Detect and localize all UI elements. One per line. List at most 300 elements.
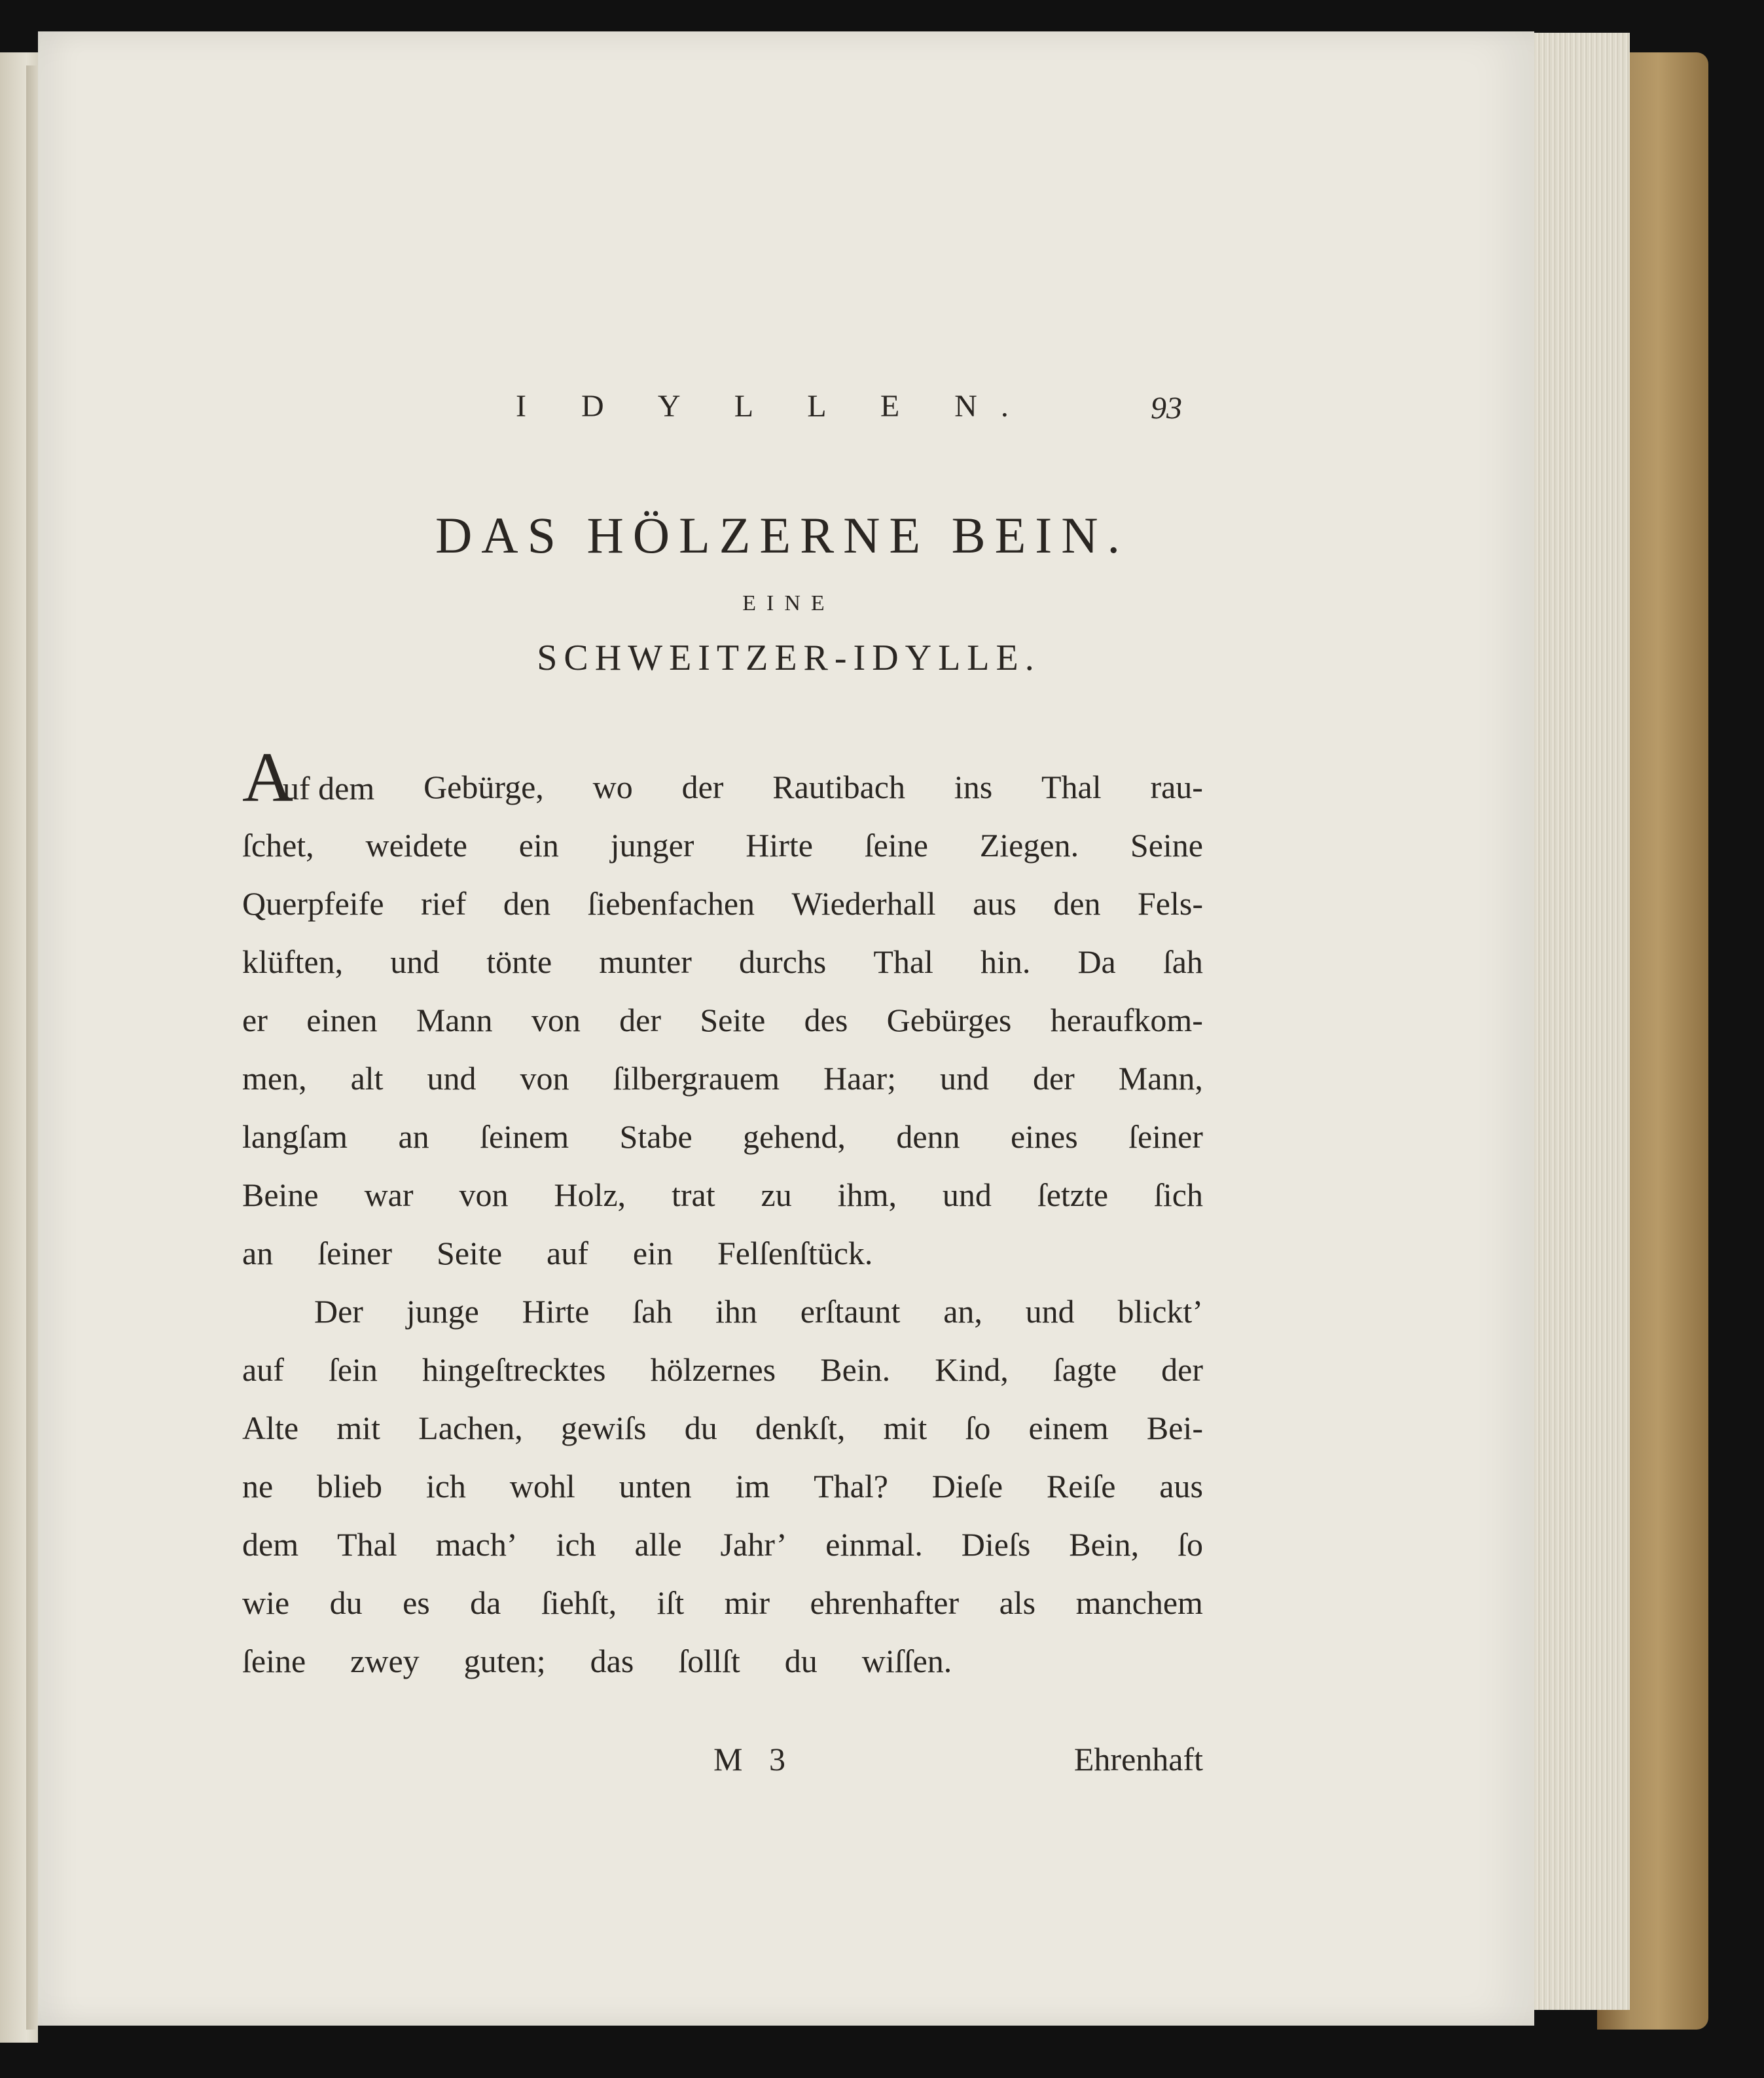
word-text: und: [942, 1176, 992, 1213]
word: [1077, 933, 1115, 991]
word: [1159, 1457, 1203, 1516]
word: [242, 1399, 298, 1457]
word: [599, 933, 692, 991]
word-text: an,: [943, 1293, 982, 1330]
text-line: [242, 991, 1203, 1049]
word-text: war: [364, 1176, 414, 1213]
word-text: ihm,: [837, 1176, 897, 1213]
word-text: von: [531, 1002, 581, 1038]
word: [317, 1224, 414, 1283]
word: [943, 1166, 992, 1224]
word-text: der: [1161, 1351, 1203, 1388]
word: [801, 1283, 901, 1341]
word: [426, 1457, 466, 1516]
text-line: [242, 875, 1203, 933]
word: [590, 1632, 657, 1690]
word-text: ſchet,: [242, 827, 314, 864]
word: [1178, 1516, 1203, 1574]
word-text: Gebürges: [886, 1002, 1012, 1038]
word-text: Jahr’: [720, 1526, 787, 1563]
word-text: Ziegen.: [979, 827, 1079, 864]
word: [403, 1574, 430, 1632]
word: [547, 1224, 611, 1283]
word-text: Gebürge,: [423, 769, 544, 805]
word-text: Rautibach: [772, 769, 905, 805]
word: [1047, 1457, 1116, 1516]
word-text: wo: [592, 769, 633, 805]
word-text: gehend,: [743, 1118, 846, 1155]
word-text: wohl: [509, 1468, 575, 1504]
word: [459, 1166, 508, 1224]
word: [838, 1166, 897, 1224]
word-text: den: [503, 885, 551, 922]
word: [242, 1341, 284, 1399]
word: [823, 1049, 896, 1108]
word-text: gewiſs: [560, 1410, 647, 1446]
word: [242, 1166, 319, 1224]
word-text: rief: [421, 885, 467, 922]
word-text: auf: [547, 1235, 588, 1271]
word-text: ſich: [1154, 1176, 1203, 1213]
word: [717, 1224, 895, 1283]
word-text: Haar;: [823, 1060, 897, 1097]
word: [755, 1399, 845, 1457]
word-text: Seite: [437, 1235, 503, 1271]
word-text: Dieſe: [931, 1468, 1003, 1504]
word-text: auf: [242, 1351, 284, 1388]
word-text: munter: [599, 943, 692, 980]
word-text: hin.: [981, 943, 1031, 980]
word-text: ſo: [965, 1410, 991, 1446]
word-text: ſo: [1178, 1526, 1203, 1563]
word: [329, 1341, 378, 1399]
word-text: und: [1025, 1293, 1075, 1330]
word-text: einmal.: [825, 1526, 923, 1563]
word-text: Stabe: [619, 1118, 693, 1155]
word-text: ſagte: [1053, 1351, 1117, 1388]
word-text: ſeine: [864, 827, 928, 864]
word-text: Da: [1077, 943, 1116, 980]
word-text: dem: [242, 1526, 299, 1563]
word: [242, 1108, 348, 1166]
text-line: [242, 1049, 1203, 1108]
word: [330, 1574, 363, 1632]
word: [561, 1399, 647, 1457]
word: [825, 1516, 923, 1574]
text-line: [242, 933, 1203, 991]
word: [510, 1457, 575, 1516]
word-text: Dieſs: [961, 1526, 1031, 1563]
word-text: Beine: [242, 1176, 319, 1213]
word: [436, 1516, 518, 1574]
word-text: ſah: [1162, 943, 1203, 980]
word-text: den: [1053, 885, 1101, 922]
word-text: als: [999, 1584, 1036, 1621]
word: [700, 991, 765, 1049]
text-line: [242, 816, 1203, 875]
word-text: wie: [242, 1584, 290, 1621]
word-text: Mann: [416, 1002, 493, 1038]
word-text: er: [242, 1002, 268, 1038]
word-text: von: [520, 1060, 569, 1097]
word: [632, 1283, 672, 1341]
text-line: [242, 1574, 1203, 1632]
word: [1026, 1283, 1075, 1341]
word-text: ſeiner: [1128, 1118, 1203, 1155]
word: [242, 1516, 298, 1574]
word-text: erſtaunt: [800, 1293, 901, 1330]
word-text: einen: [306, 1002, 378, 1038]
word-text: durchs: [738, 943, 827, 980]
word: [619, 1457, 692, 1516]
word: [556, 1516, 596, 1574]
text-line: [242, 1283, 1203, 1341]
word: [480, 1108, 569, 1166]
word-text: blickt’: [1117, 1293, 1203, 1330]
word-text: das: [590, 1643, 634, 1679]
word: [980, 816, 1079, 875]
word: [1053, 875, 1100, 933]
word-text: von: [459, 1176, 509, 1213]
word: [531, 991, 581, 1049]
word: [884, 1399, 927, 1457]
word: [336, 1399, 380, 1457]
word-text: im: [735, 1468, 770, 1504]
word: [337, 1516, 397, 1574]
word: [242, 738, 375, 816]
word: [1117, 1283, 1203, 1341]
word-text: hingeſtrecktes: [422, 1351, 606, 1388]
word: [973, 875, 1017, 933]
word-text: ins: [954, 769, 993, 805]
word: [1161, 1341, 1203, 1399]
word: [685, 1399, 717, 1457]
chapter-title: DAS HÖLZERNE BEIN.: [435, 507, 1130, 564]
word: [242, 1632, 328, 1690]
word-text: Wiederhall: [791, 885, 936, 922]
word-text: mit: [883, 1410, 927, 1446]
word: [242, 1224, 295, 1283]
initial-letter: A: [242, 738, 293, 816]
word-text: ſeinem: [480, 1118, 569, 1155]
word-text: ein: [632, 1235, 673, 1271]
text-line: [242, 1166, 1203, 1224]
word-text: an: [242, 1235, 274, 1271]
word: [682, 758, 724, 816]
text-line: [242, 1457, 1203, 1516]
word: [772, 758, 905, 816]
text-line: [242, 738, 1203, 816]
word: [588, 875, 755, 933]
word: [1150, 758, 1203, 816]
word: [470, 1574, 501, 1632]
subtitle-eine: EINE: [742, 591, 835, 615]
paragraph-2: [242, 1283, 1203, 1690]
word: [620, 1108, 693, 1166]
word-text: da: [470, 1584, 501, 1621]
word: [785, 1632, 840, 1690]
word: [672, 1166, 715, 1224]
word: [1033, 1049, 1075, 1108]
word-text: Bein,: [1069, 1526, 1140, 1563]
text-line: [242, 1632, 1203, 1690]
text-line: [242, 1224, 1203, 1283]
word: [350, 1632, 442, 1690]
word-text: du: [784, 1643, 818, 1679]
word: [1128, 1108, 1203, 1166]
word: [954, 758, 992, 816]
word-text: der: [681, 769, 724, 805]
signature-mark: M 3: [713, 1741, 795, 1777]
word: [421, 875, 466, 933]
word-text: und: [390, 943, 440, 980]
word-text: ſeine: [242, 1643, 306, 1679]
word: [1069, 1516, 1139, 1574]
running-head: I D Y L L E N.: [516, 389, 1032, 424]
word: [935, 1341, 1009, 1399]
word-text: Lachen,: [418, 1410, 523, 1446]
word: [427, 1049, 477, 1108]
word: [651, 1341, 776, 1399]
word-text: Felſenſtück.: [717, 1235, 873, 1271]
word-text: zu: [761, 1176, 792, 1213]
word: [810, 1574, 960, 1632]
chapter-subtitle: SCHWEITZER-IDYLLE.: [537, 638, 1041, 678]
word: [965, 1399, 990, 1457]
word: [418, 1399, 523, 1457]
word-text: du: [684, 1410, 717, 1446]
word: [678, 1632, 762, 1690]
word: [736, 1457, 770, 1516]
word-text: Fels-: [1137, 885, 1203, 922]
word: [873, 933, 933, 991]
word-text: hölzernes: [650, 1351, 776, 1388]
word: [999, 1574, 1036, 1632]
word-text: tönte: [486, 943, 552, 980]
word-text: blieb: [317, 1468, 383, 1504]
word: [242, 1457, 273, 1516]
word: [416, 991, 493, 1049]
page-number: 93: [1151, 391, 1182, 426]
word-text: heraufkom-: [1050, 1002, 1203, 1038]
word-text: klüften,: [242, 943, 344, 980]
word-text: manchem: [1075, 1584, 1203, 1621]
word-text: Seine: [1130, 827, 1203, 864]
word-text: an: [398, 1118, 429, 1155]
text-line: [242, 1108, 1203, 1166]
word-text: der: [619, 1002, 661, 1038]
word-text: denkſt,: [755, 1410, 846, 1446]
word: [554, 1166, 626, 1224]
word: [865, 816, 928, 875]
word: [242, 1049, 307, 1108]
word-text: aus: [973, 885, 1017, 922]
word: [943, 1283, 982, 1341]
word: [486, 933, 552, 991]
word: [242, 991, 268, 1049]
word-text: ſetzte: [1037, 1176, 1109, 1213]
word: [522, 1283, 590, 1341]
word-text: ich: [556, 1526, 596, 1563]
word: [739, 933, 826, 991]
word-text: des: [804, 1002, 848, 1038]
word: [242, 933, 343, 991]
previous-page-gutter: [26, 65, 38, 2030]
word-text: mit: [336, 1410, 380, 1446]
word-text: mir: [724, 1584, 770, 1621]
word-text: Alte: [242, 1410, 299, 1446]
word-text: guten;: [463, 1643, 546, 1679]
word-text: ich: [425, 1468, 466, 1504]
word: [962, 1516, 1031, 1574]
word: [792, 875, 936, 933]
word-text: aus: [1159, 1468, 1203, 1504]
word: [1011, 1108, 1078, 1166]
catchword: Ehrenhaft: [1073, 1741, 1203, 1777]
word: [804, 991, 848, 1049]
word: [981, 933, 1030, 991]
word-text: Hirte: [746, 827, 813, 864]
word-text: Holz,: [554, 1176, 626, 1213]
word: [314, 1283, 363, 1341]
word: [862, 1632, 974, 1690]
word-text: und: [427, 1060, 477, 1097]
word: [423, 758, 544, 816]
word: [721, 1516, 787, 1574]
page-footer: [242, 1740, 1203, 1779]
word: [633, 1224, 695, 1283]
word: [1051, 991, 1203, 1049]
word: [519, 816, 559, 875]
word-text: Bei-: [1146, 1410, 1203, 1446]
word-text: ehrenhafter: [810, 1584, 960, 1621]
word: [1037, 1166, 1108, 1224]
word: [715, 1283, 757, 1341]
word-text: wiſſen.: [861, 1643, 952, 1679]
word-text: Kind,: [935, 1351, 1009, 1388]
word-text: alle: [634, 1526, 682, 1563]
word: [1076, 1574, 1203, 1632]
word-text: alt: [350, 1060, 384, 1097]
word: [317, 1457, 382, 1516]
word: [541, 1574, 617, 1632]
text-line: [242, 1399, 1203, 1457]
word-text: ihn: [715, 1293, 757, 1330]
word-text: junger: [610, 827, 694, 864]
word: [437, 1224, 524, 1283]
word: [746, 816, 813, 875]
word: [1138, 875, 1203, 933]
word: [390, 933, 439, 991]
book-page: [38, 31, 1534, 2026]
word-text: ne: [242, 1468, 274, 1504]
word-text: ſollſt: [678, 1643, 740, 1679]
word-text: ein: [518, 827, 559, 864]
word-text: unten: [619, 1468, 692, 1504]
word-text: es: [403, 1584, 430, 1621]
word-text: mach’: [435, 1526, 518, 1563]
word-text: ſah: [632, 1293, 673, 1330]
word-text: ſein: [328, 1351, 378, 1388]
paragraph-1: [242, 738, 1203, 1283]
word: [1119, 1049, 1203, 1108]
word-text: du: [329, 1584, 363, 1621]
word: [613, 1049, 780, 1108]
word-text: Reiſe: [1046, 1468, 1116, 1504]
word: [725, 1574, 770, 1632]
word-text: eines: [1010, 1118, 1078, 1155]
word-text: junge: [406, 1293, 479, 1330]
word: [634, 1516, 681, 1574]
word: [1041, 758, 1102, 816]
word-text: Seite: [700, 1002, 766, 1038]
word-text: Thal: [1041, 769, 1102, 805]
word: [1147, 1399, 1203, 1457]
word: [351, 1049, 384, 1108]
word-text: uf dem: [283, 770, 375, 807]
word-text: Thal?: [814, 1468, 888, 1504]
word-text: zwey: [350, 1643, 420, 1679]
word: [896, 1108, 960, 1166]
word: [406, 1283, 479, 1341]
word: [761, 1166, 792, 1224]
word: [593, 758, 633, 816]
word-text: Der: [314, 1293, 363, 1330]
word-text: Thal: [337, 1526, 397, 1563]
word: [503, 875, 550, 933]
text-line: [242, 1341, 1203, 1399]
word: [1029, 1399, 1109, 1457]
word-text: men,: [242, 1060, 307, 1097]
word: [887, 991, 1012, 1049]
word: [1163, 933, 1203, 991]
word-text: ſilbergrauem: [613, 1060, 780, 1097]
word: [520, 1049, 569, 1108]
word-text: iſt: [657, 1584, 685, 1621]
word-text: Mann,: [1118, 1060, 1203, 1097]
word: [940, 1049, 989, 1108]
word: [619, 991, 661, 1049]
word-text: Hirte: [522, 1293, 590, 1330]
word-text: trat: [671, 1176, 715, 1213]
word: [657, 1574, 685, 1632]
word-text: Thal: [873, 943, 933, 980]
word-text: Querpfeife: [242, 885, 384, 922]
word-text: ſeiner: [317, 1235, 393, 1271]
word-text: rau-: [1150, 769, 1203, 805]
word: [1154, 1166, 1203, 1224]
word: [1130, 816, 1203, 875]
word: [743, 1108, 846, 1166]
word-text: der: [1032, 1060, 1075, 1097]
word: [932, 1457, 1003, 1516]
word: [242, 1574, 289, 1632]
word: [814, 1457, 888, 1516]
word: [611, 816, 694, 875]
word: [242, 875, 384, 933]
word: [365, 1166, 414, 1224]
word: [820, 1341, 890, 1399]
word: [306, 991, 377, 1049]
word: [464, 1632, 568, 1690]
word-text: ſiehſt,: [541, 1584, 617, 1621]
word: [365, 816, 467, 875]
word-text: Bein.: [820, 1351, 891, 1388]
word: [398, 1108, 429, 1166]
word: [1053, 1341, 1117, 1399]
word-text: einem: [1028, 1410, 1109, 1446]
text-line: [242, 1516, 1203, 1574]
